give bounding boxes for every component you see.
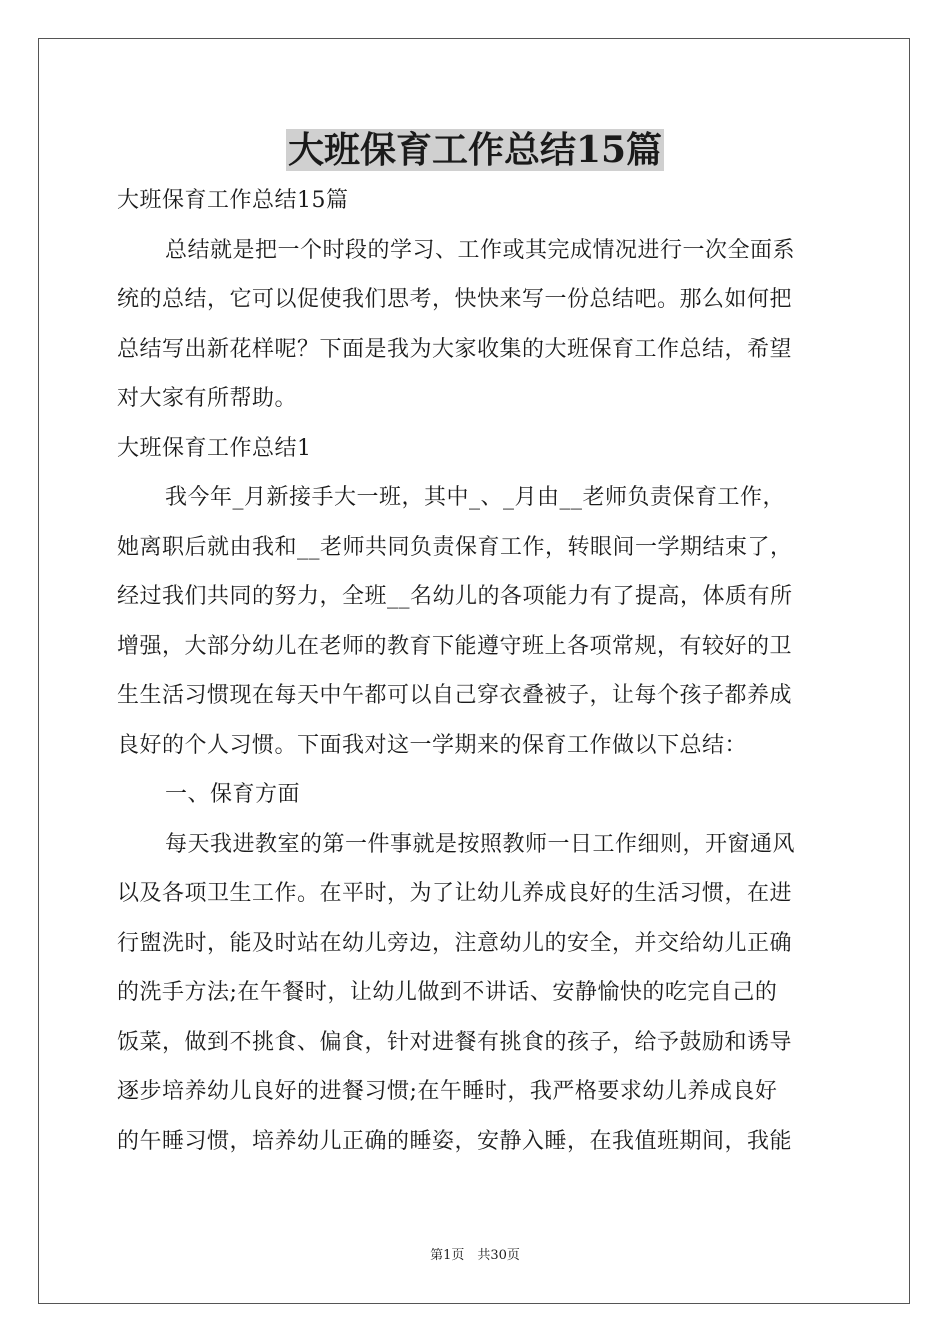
paragraph-line: 总结就是把一个时段的学习、工作或其完成情况进行一次全面系 <box>165 237 796 263</box>
document-title-text: 大班保育工作总结15篇 <box>287 129 663 171</box>
section-heading: 大班保育工作总结1 <box>117 435 312 461</box>
document-body <box>117 176 833 1166</box>
subtitle-line: 大班保育工作总结15篇 <box>117 188 349 213</box>
paragraph-line: 对大家有所帮助。 <box>117 386 298 411</box>
paragraph-line: 我今年_月新接手大一班，其中_、_月由__老师负责保育工作， <box>165 485 786 510</box>
page-footer: 第1页 共30页 <box>430 1248 520 1263</box>
paragraph-line: 她离职后就由我和__老师共同负责保育工作，转眼间一学期结束了， <box>117 534 793 560</box>
paragraph-line: 的午睡习惯，培养幼儿正确的睡姿，安静入睡，在我值班期间，我能 <box>117 1128 793 1154</box>
paragraph-line: 饭菜，做到不挑食、偏食，针对进餐有挑食的孩子，给予鼓励和诱导 <box>117 1029 793 1055</box>
paragraph-line: 良好的个人习惯。下面我对这一学期来的保育工作做以下总结： <box>117 732 748 758</box>
paragraph-line: 经过我们共同的努力，全班__名幼儿的各项能力有了提高，体质有所 <box>117 584 793 609</box>
paragraph-line: 统的总结，它可以促使我们思考，快快来写一份总结吧。那么如何把 <box>117 287 793 312</box>
paragraph-line: 行盥洗时，能及时站在幼儿旁边，注意幼儿的安全，并交给幼儿正确 <box>117 930 793 956</box>
subsection-heading: 一、保育方面 <box>165 782 301 807</box>
document-title <box>0 128 950 172</box>
paragraph-line: 生生活习惯现在每天中午都可以自己穿衣叠被子，让每个孩子都养成 <box>117 683 793 708</box>
paragraph-line: 的洗手方法;在午餐时，让幼儿做到不讲话、安静愉快的吃完自己的 <box>117 980 778 1005</box>
paragraph-line: 总结写出新花样呢？下面是我为大家收集的大班保育工作总结，希望 <box>117 336 793 362</box>
paragraph-line: 每天我进教室的第一件事就是按照教师一日工作细则，开窗通风 <box>165 831 796 857</box>
paragraph-line: 增强，大部分幼儿在老师的教育下能遵守班上各项常规，有较好的卫 <box>117 633 793 659</box>
paragraph-line: 以及各项卫生工作。在平时，为了让幼儿养成良好的生活习惯，在进 <box>117 881 793 906</box>
paragraph-line: 逐步培养幼儿良好的进餐习惯;在午睡时，我严格要求幼儿养成良好 <box>117 1079 778 1104</box>
